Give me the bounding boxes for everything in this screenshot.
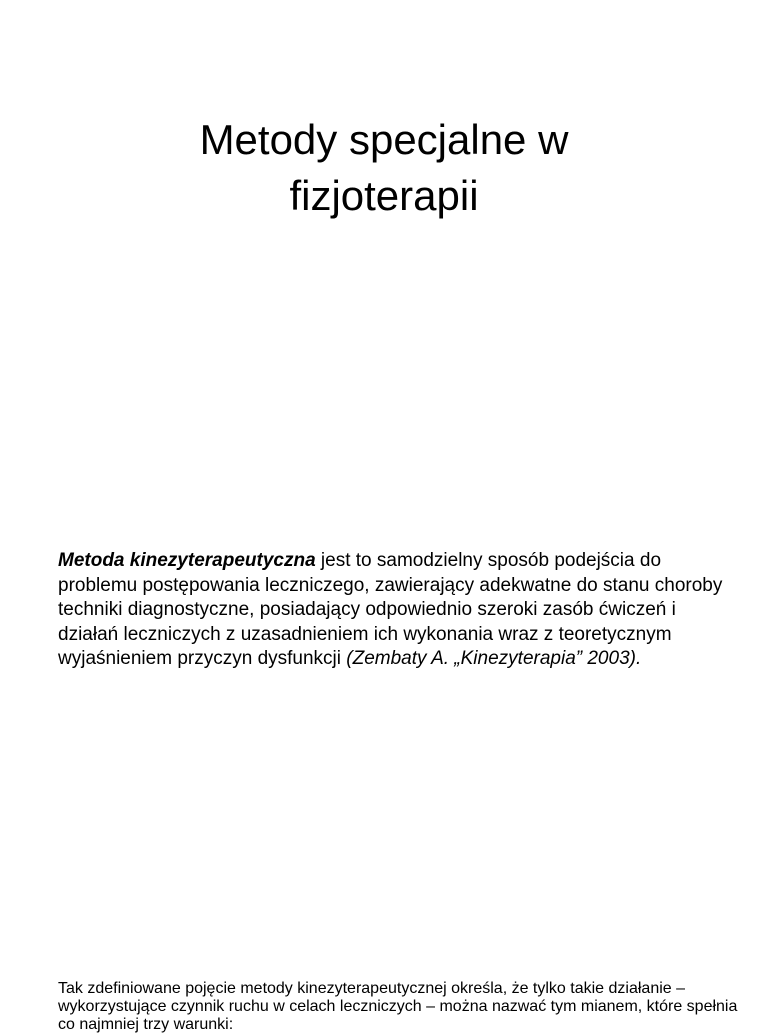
slide-title xyxy=(80,112,688,224)
next-slide-text: Tak zdefiniowane pojęcie metody kinezyterapeutycznej określa, że tylko takie działanie – wykorzystujące czynnik ruchu w celach leczniczych – można nazwać tym mianem, które spełnia co najmniej trzy warunki: xyxy=(58,980,738,1033)
definition-body: jest to samodzielny sposób podejścia do problemu postępowania leczniczego, zawierający adekwatne do stanu choroby techniki diagnostyczne, posiadający odpowiednio szeroki zasób ćwiczeń i działań leczniczych z uzasadnieniem ich wykonania wraz z teoretycznym wyjaśnieniem przyczyn dysfunkcji xyxy=(58,550,723,669)
slide-title-line-2: fizjoterapii xyxy=(289,172,479,219)
slide-title-line-1: Metody specjalne w xyxy=(199,116,569,163)
defined-term: Metoda kinezyterapeutyczna xyxy=(58,550,316,571)
citation: (Zembaty A. „Kinezyterapia” 2003). xyxy=(346,648,642,669)
definition-paragraph xyxy=(58,549,738,672)
